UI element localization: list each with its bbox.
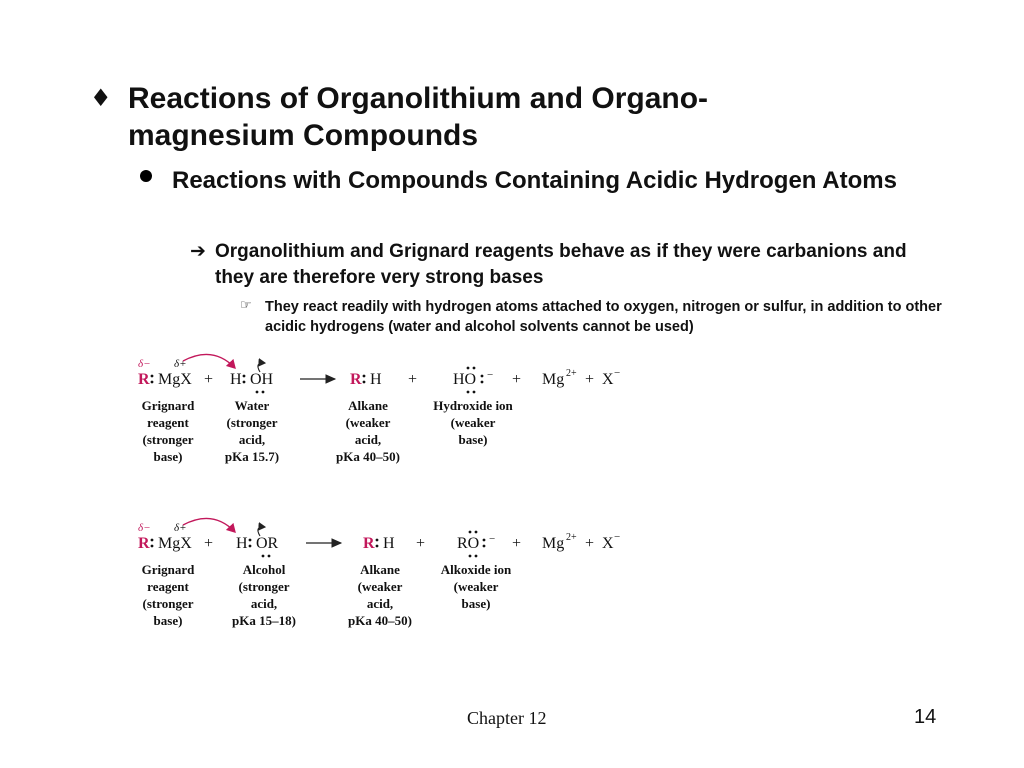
footer-chapter: Chapter 12 — [467, 708, 547, 728]
product-H: H — [370, 371, 382, 388]
svg-text:H: H — [383, 535, 395, 552]
svg-text:(stronger: (stronger — [142, 596, 194, 611]
svg-text:pKa 40–50): pKa 40–50) — [336, 449, 400, 464]
arrow-bullet-icon: ➔ — [190, 240, 206, 262]
svg-text:δ+: δ+ — [174, 522, 187, 534]
svg-text:pKa 15–18): pKa 15–18) — [232, 613, 296, 628]
acid-group: OH — [250, 371, 274, 388]
svg-text:base): base) — [458, 432, 488, 447]
svg-text:base): base) — [153, 449, 183, 464]
pointer-bullet-icon: ☞ — [240, 298, 252, 313]
svg-text:2+: 2+ — [566, 532, 577, 543]
grignard-mgx: MgX — [158, 371, 192, 388]
page-number: 14 — [914, 706, 937, 728]
svg-text:Grignard: Grignard — [141, 562, 195, 577]
svg-text:Mg: Mg — [542, 535, 565, 552]
base-species: HO — [453, 371, 477, 388]
svg-text:MgX: MgX — [158, 535, 192, 552]
svg-text:(stronger: (stronger — [226, 415, 278, 430]
svg-text:base): base) — [461, 596, 491, 611]
svg-text:Alkane: Alkane — [348, 398, 388, 413]
svg-text:acid,: acid, — [354, 432, 382, 447]
bullet-point: Organolithium and Grignard reagents behave as if they were carbanions and they are therefore very strong bases — [215, 241, 907, 288]
acid-H: H — [230, 371, 242, 388]
svg-text:H: H — [236, 535, 248, 552]
round-bullet-icon — [140, 170, 152, 182]
svg-text:+: + — [585, 371, 595, 388]
svg-text:R: R — [138, 535, 150, 552]
grignard-R: R — [138, 371, 150, 388]
svg-text:reagent: reagent — [147, 579, 189, 594]
svg-text:pKa 40–50): pKa 40–50) — [348, 613, 412, 628]
svg-text:δ−: δ− — [138, 522, 151, 534]
sub-bullet-point: They react readily with hydrogen atoms attached to oxygen, nitrogen or sulfur, in addition to other acidic hydrogens (water and alcohol solvents cannot be used) — [265, 299, 942, 335]
reaction-alcohol-equation — [128, 514, 648, 644]
svg-text:Alcohol: Alcohol — [242, 562, 286, 577]
svg-text:(weaker: (weaker — [453, 579, 499, 594]
svg-text:Grignard: Grignard — [141, 398, 195, 413]
svg-text:(weaker: (weaker — [357, 579, 403, 594]
plus-sign: + — [204, 371, 214, 388]
svg-text:−: − — [487, 369, 494, 381]
svg-text:−: − — [489, 533, 496, 545]
svg-text:−: − — [614, 531, 621, 543]
product-R: R — [350, 371, 362, 388]
svg-text:−: − — [614, 367, 621, 379]
svg-text:Alkoxide ion: Alkoxide ion — [440, 562, 512, 577]
svg-text:+: + — [204, 535, 214, 552]
svg-text:base): base) — [153, 613, 183, 628]
electron-arrow — [183, 354, 235, 368]
svg-text:R: R — [363, 535, 375, 552]
svg-text:+: + — [512, 535, 522, 552]
delta-plus-label: δ+ — [174, 358, 187, 370]
svg-text:acid,: acid, — [238, 432, 266, 447]
svg-text:acid,: acid, — [250, 596, 278, 611]
delta-minus-label: δ− — [138, 358, 151, 370]
svg-text:acid,: acid, — [366, 596, 394, 611]
svg-text:+: + — [585, 535, 595, 552]
svg-text:Alkane: Alkane — [360, 562, 400, 577]
svg-text:(weaker: (weaker — [450, 415, 496, 430]
svg-text:reagent: reagent — [147, 415, 189, 430]
svg-text:(stronger: (stronger — [142, 432, 194, 447]
svg-text:Water: Water — [234, 398, 270, 413]
svg-text:X: X — [602, 535, 614, 552]
mg-ion: Mg — [542, 371, 565, 388]
reaction-water-equation — [128, 350, 648, 480]
diamond-bullet-icon: ♦ — [90, 84, 112, 112]
slide-title: Reactions of Organolithium and Organo-magnesium Compounds — [128, 82, 709, 152]
svg-text:+: + — [512, 371, 522, 388]
svg-text:(weaker: (weaker — [345, 415, 391, 430]
svg-text:(stronger: (stronger — [238, 579, 290, 594]
svg-text:pKa 15.7): pKa 15.7) — [224, 449, 280, 464]
svg-text:2+: 2+ — [566, 368, 577, 379]
x-ion: X — [602, 371, 614, 388]
svg-text:RO: RO — [457, 535, 480, 552]
svg-text:+: + — [408, 371, 418, 388]
sub-heading: Reactions with Compounds Containing Acidic Hydrogen Atoms — [172, 167, 897, 194]
svg-text:OR: OR — [256, 535, 279, 552]
svg-text:Hydroxide ion: Hydroxide ion — [433, 398, 513, 413]
svg-text:+: + — [416, 535, 426, 552]
